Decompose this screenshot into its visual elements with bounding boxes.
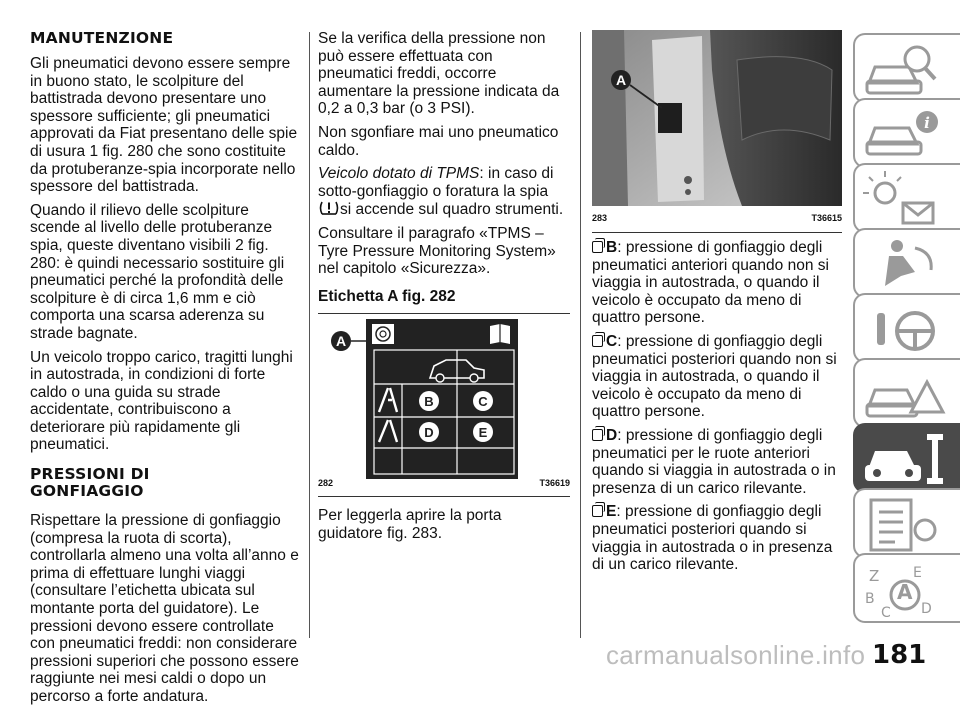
paragraph-tpms	[318, 165, 570, 219]
svg-text:D: D	[921, 601, 932, 617]
heading-line: GONFIAGGIO	[30, 482, 144, 501]
pressure-list	[592, 239, 842, 574]
column-1	[30, 30, 302, 712]
label-b-marker: B	[424, 394, 434, 410]
tab-starting-driving[interactable]	[853, 293, 960, 363]
bullet-icon	[592, 429, 603, 441]
column-3	[592, 30, 842, 580]
figure-caption	[318, 471, 570, 498]
list-item	[592, 239, 842, 327]
warning-lights-icon	[855, 165, 960, 235]
figure-number: 282	[318, 477, 334, 488]
tab-servicing-maintenance[interactable]	[853, 423, 960, 493]
tpms-label: Veicolo dotato di TPMS	[318, 165, 480, 183]
item-key: C	[606, 332, 618, 350]
item-key: B	[606, 239, 618, 256]
bullet-icon	[592, 505, 603, 517]
tab-technical-data[interactable]	[853, 488, 960, 558]
paragraph: Se la verifica della pressione non può essere effettuata con pneumatici freddi, occorre aumentare la pressione indicata da 0,2 a 0,3 bar (o 3 PSI).	[318, 30, 560, 118]
tab-safety[interactable]	[853, 228, 960, 298]
seat-airbag-icon	[855, 230, 960, 300]
alphabetical-index-icon	[855, 555, 960, 625]
door-pillar-photo	[592, 30, 842, 206]
tpms-text-a: : in caso di sotto-gonfiaggio o foratura la spia	[318, 165, 554, 200]
figure-code: T36619	[539, 477, 570, 488]
heading-line: PRESSIONI DI	[30, 465, 150, 484]
svg-text:Z: Z	[869, 567, 880, 585]
tab-lights-warnings[interactable]	[853, 163, 960, 233]
svg-text:i: i	[924, 114, 930, 132]
figure-number: 283	[592, 213, 608, 223]
svg-text:B: B	[865, 591, 875, 607]
paragraph: Rispettare la pressione di gonfiaggio (compresa la ruota di scorta), controllarla almeno una volta all’anno e prima di effettuare lunghi viaggi (consultare l’etichetta ubicata sul montante porta del guidatore). Le pressioni devono essere controllate con pneumatici freddi: non considerare pressioni superiori che possono essere raggiunte nei mesi caldi o dopo un percorso a forte andatura.	[30, 512, 299, 705]
tyre-pressure-warning-icon	[319, 200, 339, 216]
tab-instruments[interactable]	[853, 98, 960, 168]
item-key: E	[606, 503, 617, 521]
subheading-etichetta: Etichetta A fig. 282	[318, 287, 456, 305]
label-a-marker: A	[335, 333, 347, 350]
car-search-icon	[855, 35, 960, 105]
section-heading-pressioni	[30, 466, 302, 500]
figure-caption	[592, 206, 842, 233]
tab-getting-to-know-car[interactable]	[853, 33, 960, 103]
car-wrench-icon	[855, 425, 960, 495]
item-text: : pressione di gonfiaggio degli pneumatici per le ruote anteriori quando si viaggia in autostrada o in presenza di un carico rilevante.	[592, 426, 836, 497]
column-2	[318, 30, 570, 549]
figure-282	[318, 313, 570, 497]
car-info-icon	[855, 100, 960, 170]
paragraph: Non sgonfiare mai uno pneumatico caldo.	[318, 123, 559, 159]
car-warning-icon	[855, 360, 960, 430]
column-divider	[309, 32, 310, 638]
list-item	[592, 427, 842, 497]
paragraph: Quando il rilievo delle scolpiture scende al livello delle protuberanze spia, queste diventano visibili 2 fig. 280: è quindi necessario sostituire gli pneumatici perché la profondità delle scolpiture è di circa 1,6 mm e ciò comporta una scarsa aderenza su strade bagnate.	[30, 201, 285, 342]
label-c-marker: C	[478, 394, 488, 410]
item-key: D	[606, 426, 618, 444]
section-heading-manutenzione: MANUTENZIONE	[30, 29, 174, 47]
page-number: 181	[872, 640, 927, 670]
figure-283	[592, 30, 842, 225]
list-item	[592, 503, 842, 573]
tpms-text-b: si accende sul quadro strumenti.	[340, 201, 564, 219]
steering-wheel-icon	[855, 295, 960, 365]
item-text: : pressione di gonfiaggio degli pneumatici posteriori quando non si viaggia in autostrada, o quando il veicolo è occupato da meno di quattro persone.	[592, 332, 837, 421]
tyre-pressure-label-illustration	[318, 316, 570, 481]
label-d-marker: D	[424, 425, 434, 441]
label-a-marker: A	[615, 72, 627, 88]
figure-code: T36615	[811, 213, 842, 223]
bullet-icon	[592, 241, 603, 253]
paragraph: Un veicolo troppo carico, tragitti lunghi in autostrada, in condizioni di forte caldo o una guida su strade accidentate, contribuiscono a deteriorare più rapidamente gli pneumatici.	[30, 348, 293, 454]
svg-text:C: C	[881, 605, 891, 621]
paragraph: Consultare il paragrafo «TPMS – Tyre Pressure Monitoring System» nel capitolo «Sicurezza».	[318, 224, 556, 278]
item-text: : pressione di gonfiaggio degli pneumatici anteriori quando non si viaggia in autostrada, o quando il veicolo è occupato da meno di quattro persone.	[592, 239, 829, 327]
svg-text:A: A	[897, 580, 913, 604]
document-list-icon	[855, 490, 960, 560]
paragraph: Gli pneumatici devono essere sempre in buono stato, le scolpiture del battistrada devono presentare uno spessore sufficiente; gli pneumatici approvati da Fiat presentano delle spie di usura 1 fig. 280 che sono costituite da protuberanze-spia incorporate nello spessore del battistrada.	[30, 55, 298, 196]
label-e-marker: E	[478, 425, 488, 441]
watermark: carmanualsonline.info	[606, 640, 866, 670]
list-item	[592, 333, 842, 421]
column-divider	[580, 32, 581, 638]
tab-index[interactable]	[853, 553, 960, 623]
paragraph: Per leggerla aprire la porta guidatore fig. 283.	[318, 507, 502, 542]
bullet-icon	[592, 335, 603, 347]
tab-emergency[interactable]	[853, 358, 960, 428]
svg-text:E: E	[913, 565, 922, 581]
item-text: : pressione di gonfiaggio degli pneumatici posteriori quando si viaggia in autostrada o in presenza di un carico rilevante.	[592, 503, 833, 574]
